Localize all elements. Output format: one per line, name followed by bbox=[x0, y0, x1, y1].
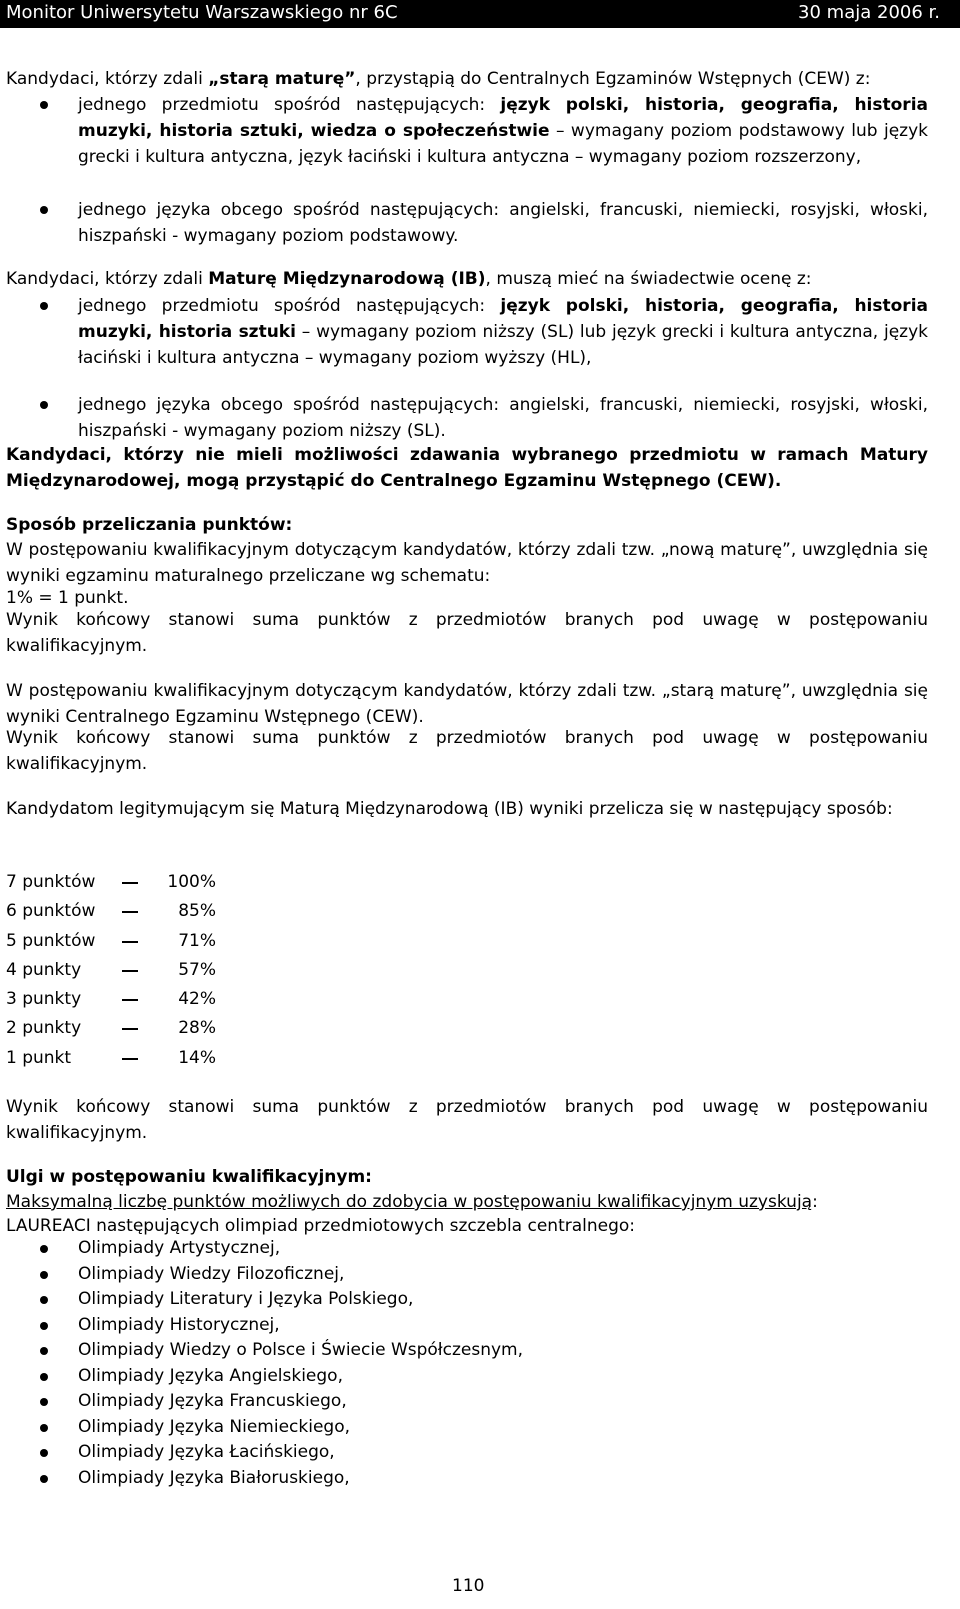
ib-conversion-table bbox=[6, 868, 226, 1073]
old-matura-scoring-paragraph: W postępowaniu kwalifikacyjnym dotyczącym kandydatów, którzy zdali tzw. „starą maturę”, uwzględnia się wyniki Centralnego Egzaminu Wstępnego (CEW). bbox=[6, 681, 928, 727]
old-matura-language-bullet: jednego języka obcego spośród następujących: angielski, francuski, niemiecki, rosyjski, włoski, hiszpański - wymagany poziom podstawowy. bbox=[78, 200, 928, 246]
list-item: Olimpiady Języka Niemieckiego, bbox=[78, 1415, 523, 1441]
ib-intro: Kandydaci, którzy zdali Maturę Międzynarodową (IB), muszą mieć na świadectwie ocenę z: bbox=[6, 269, 812, 289]
ib-language-bullet: jednego języka obcego spośród następujących: angielski, francuski, niemiecki, rosyjski, włoski, hiszpański - wymagany poziom niższy (SL). bbox=[78, 395, 928, 441]
max-points-line: Maksymalną liczbę punktów możliwych do zdobycia w postępowaniu kwalifikacyjnym uzyskują: bbox=[6, 1192, 818, 1212]
list-item: Olimpiady Wiedzy Filozoficznej, bbox=[78, 1262, 523, 1288]
list-item: Olimpiady Języka Łacińskiego, bbox=[78, 1440, 523, 1466]
final-score-paragraph: Wynik końcowy stanowi suma punktów z przedmiotów branych pod uwagę w postępowaniu kwalifikacyjnym. bbox=[6, 728, 928, 774]
final-score-paragraph: Wynik końcowy stanowi suma punktów z przedmiotów branych pod uwagę w postępowaniu kwalifikacyjnym. bbox=[6, 1097, 928, 1143]
conversion-row: 1 punkt 14% bbox=[6, 1047, 216, 1068]
list-item: Olimpiady Literatury i Języka Polskiego, bbox=[78, 1287, 523, 1313]
conversion-rule: 1% = 1 punkt. bbox=[6, 588, 129, 608]
scoring-heading: Sposób przeliczania punktów: bbox=[6, 515, 293, 535]
list-item: Olimpiady Historycznej, bbox=[78, 1313, 523, 1339]
conversion-row: 3 punkty 42% bbox=[6, 989, 216, 1010]
olympiad-list bbox=[78, 1236, 523, 1491]
bullet bbox=[40, 206, 48, 214]
bullet bbox=[40, 302, 48, 310]
list-item: Olimpiady Języka Białoruskiego, bbox=[78, 1466, 523, 1492]
bullet bbox=[40, 401, 48, 409]
list-item: Olimpiady Języka Angielskiego, bbox=[78, 1364, 523, 1390]
conversion-row: 2 punkty 28% bbox=[6, 1018, 216, 1039]
list-item: Olimpiady Języka Francuskiego, bbox=[78, 1389, 523, 1415]
page-number: 110 bbox=[452, 1576, 485, 1596]
list-item: Olimpiady Wiedzy o Polsce i Świecie Współczesnym, bbox=[78, 1338, 523, 1364]
concessions-heading: Ulgi w postępowaniu kwalifikacyjnym: bbox=[6, 1167, 372, 1187]
conversion-row: 7 punktów 100% bbox=[6, 872, 216, 892]
conversion-row: 5 punktów 71% bbox=[6, 930, 216, 951]
conversion-row: 6 punktów 85% bbox=[6, 901, 216, 922]
publication-date: 30 maja 2006 r. bbox=[798, 2, 940, 23]
old-matura-intro: Kandydaci, którzy zdali „starą maturę”, przystąpią do Centralnych Egzaminów Wstępnych (CEW) z: bbox=[6, 69, 871, 89]
new-matura-paragraph: W postępowaniu kwalifikacyjnym dotyczącym kandydatów, którzy zdali tzw. „nową maturę”, uwzględnia się wyniki egzaminu maturalnego przeliczane wg schematu: bbox=[6, 540, 928, 586]
page-header bbox=[0, 0, 960, 28]
bullet bbox=[40, 101, 48, 109]
laureates-line: LAUREACI następujących olimpiad przedmiotowych szczebla centralnego: bbox=[6, 1216, 636, 1236]
final-score-paragraph: Wynik końcowy stanowi suma punktów z przedmiotów branych pod uwagę w postępowaniu kwalifikacyjnym. bbox=[6, 610, 928, 656]
ib-scoring-paragraph: Kandydatom legitymującym się Maturą Międzynarodową (IB) wyniki przelicza się w następujący sposób: bbox=[6, 799, 893, 819]
conversion-row: 4 punkty 57% bbox=[6, 959, 216, 980]
list-item: Olimpiady Artystycznej, bbox=[78, 1236, 523, 1262]
old-matura-subject-bullet: jednego przedmiotu spośród następujących: język polski, historia, geografia, historia muzyki, historia sztuki, wiedza o społeczeństwie – wymagany poziom podstawowy lub język grecki i kultura antyczna, język łaciński i kultura antyczna – wymagany poziom rozszerzony, bbox=[78, 95, 928, 167]
publication-title: Monitor Uniwersytetu Warszawskiego nr 6C bbox=[6, 2, 398, 23]
ib-cew-note: Kandydaci, którzy nie mieli możliwości zdawania wybranego przedmiotu w ramach Matury Międzynarodowej, mogą przystąpić do Centralnego Egzaminu Wstępnego (CEW). bbox=[6, 445, 928, 491]
ib-subject-bullet: jednego przedmiotu spośród następujących: język polski, historia, geografia, historia muzyki, historia sztuki – wymagany poziom niższy (SL) lub język grecki i kultura antyczna, język łaciński i kultura antyczna – wymagany poziom wyższy (HL), bbox=[78, 296, 928, 368]
